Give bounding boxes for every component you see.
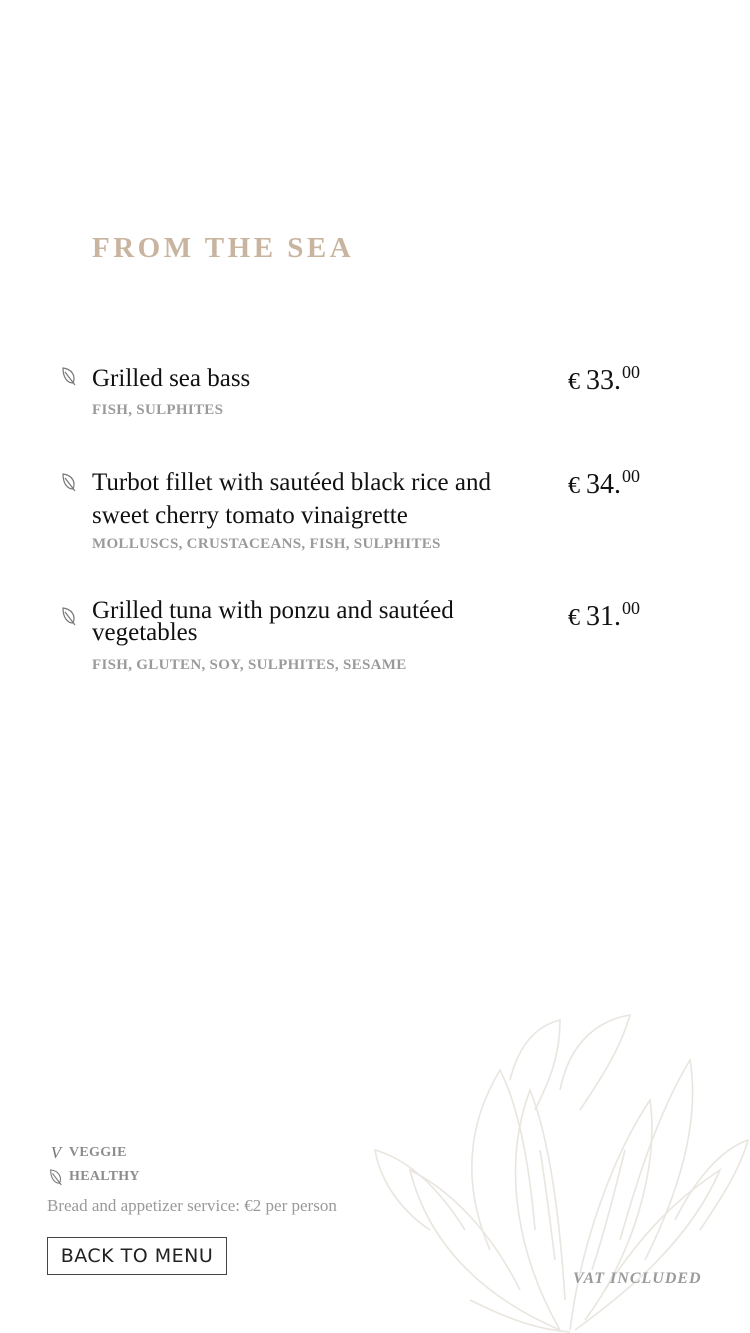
item-allergens: FISH, SULPHITES (92, 402, 224, 418)
leaf-icon (60, 366, 78, 386)
price-cents: 00 (622, 598, 640, 618)
item-price (568, 598, 640, 633)
leaf-icon (60, 472, 78, 492)
item-price (568, 466, 640, 501)
item-name: Turbot fillet with sautéed black rice and sweet cherry tomato vinaigrette (92, 469, 491, 529)
price-cents: 00 (622, 466, 640, 486)
item-name: Grilled tuna with ponzu and sautéed vegetables (92, 597, 454, 646)
price-cents: 00 (622, 362, 640, 382)
price-currency: € (568, 369, 580, 395)
item-name: Grilled sea bass (92, 365, 251, 392)
item-price (568, 362, 640, 397)
back-to-menu-button[interactable]: BACK TO MENU (47, 1237, 227, 1275)
item-allergens: FISH, GLUTEN, SOY, SULPHITES, SESAME (92, 657, 407, 673)
price-whole: 34. (586, 469, 621, 500)
legend-veggie-label: VEGGIE (69, 1145, 127, 1160)
legend-healthy (47, 1168, 140, 1186)
price-currency: € (568, 605, 580, 631)
section-title: FROM THE SEA (92, 232, 355, 264)
leaf-icon (48, 1168, 64, 1186)
veggie-icon: V (50, 1143, 62, 1162)
legend-healthy-label: HEALTHY (69, 1169, 140, 1184)
legend-veggie (47, 1144, 127, 1162)
item-allergens: MOLLUSCS, CRUSTACEANS, FISH, SULPHITES (92, 536, 441, 552)
price-whole: 31. (586, 601, 621, 632)
vat-note: VAT INCLUDED (573, 1270, 702, 1287)
price-whole: 33. (586, 365, 621, 396)
price-currency: € (568, 473, 580, 499)
bread-service-note: Bread and appetizer service: €2 per person (47, 1196, 337, 1215)
leaf-icon (60, 606, 78, 626)
